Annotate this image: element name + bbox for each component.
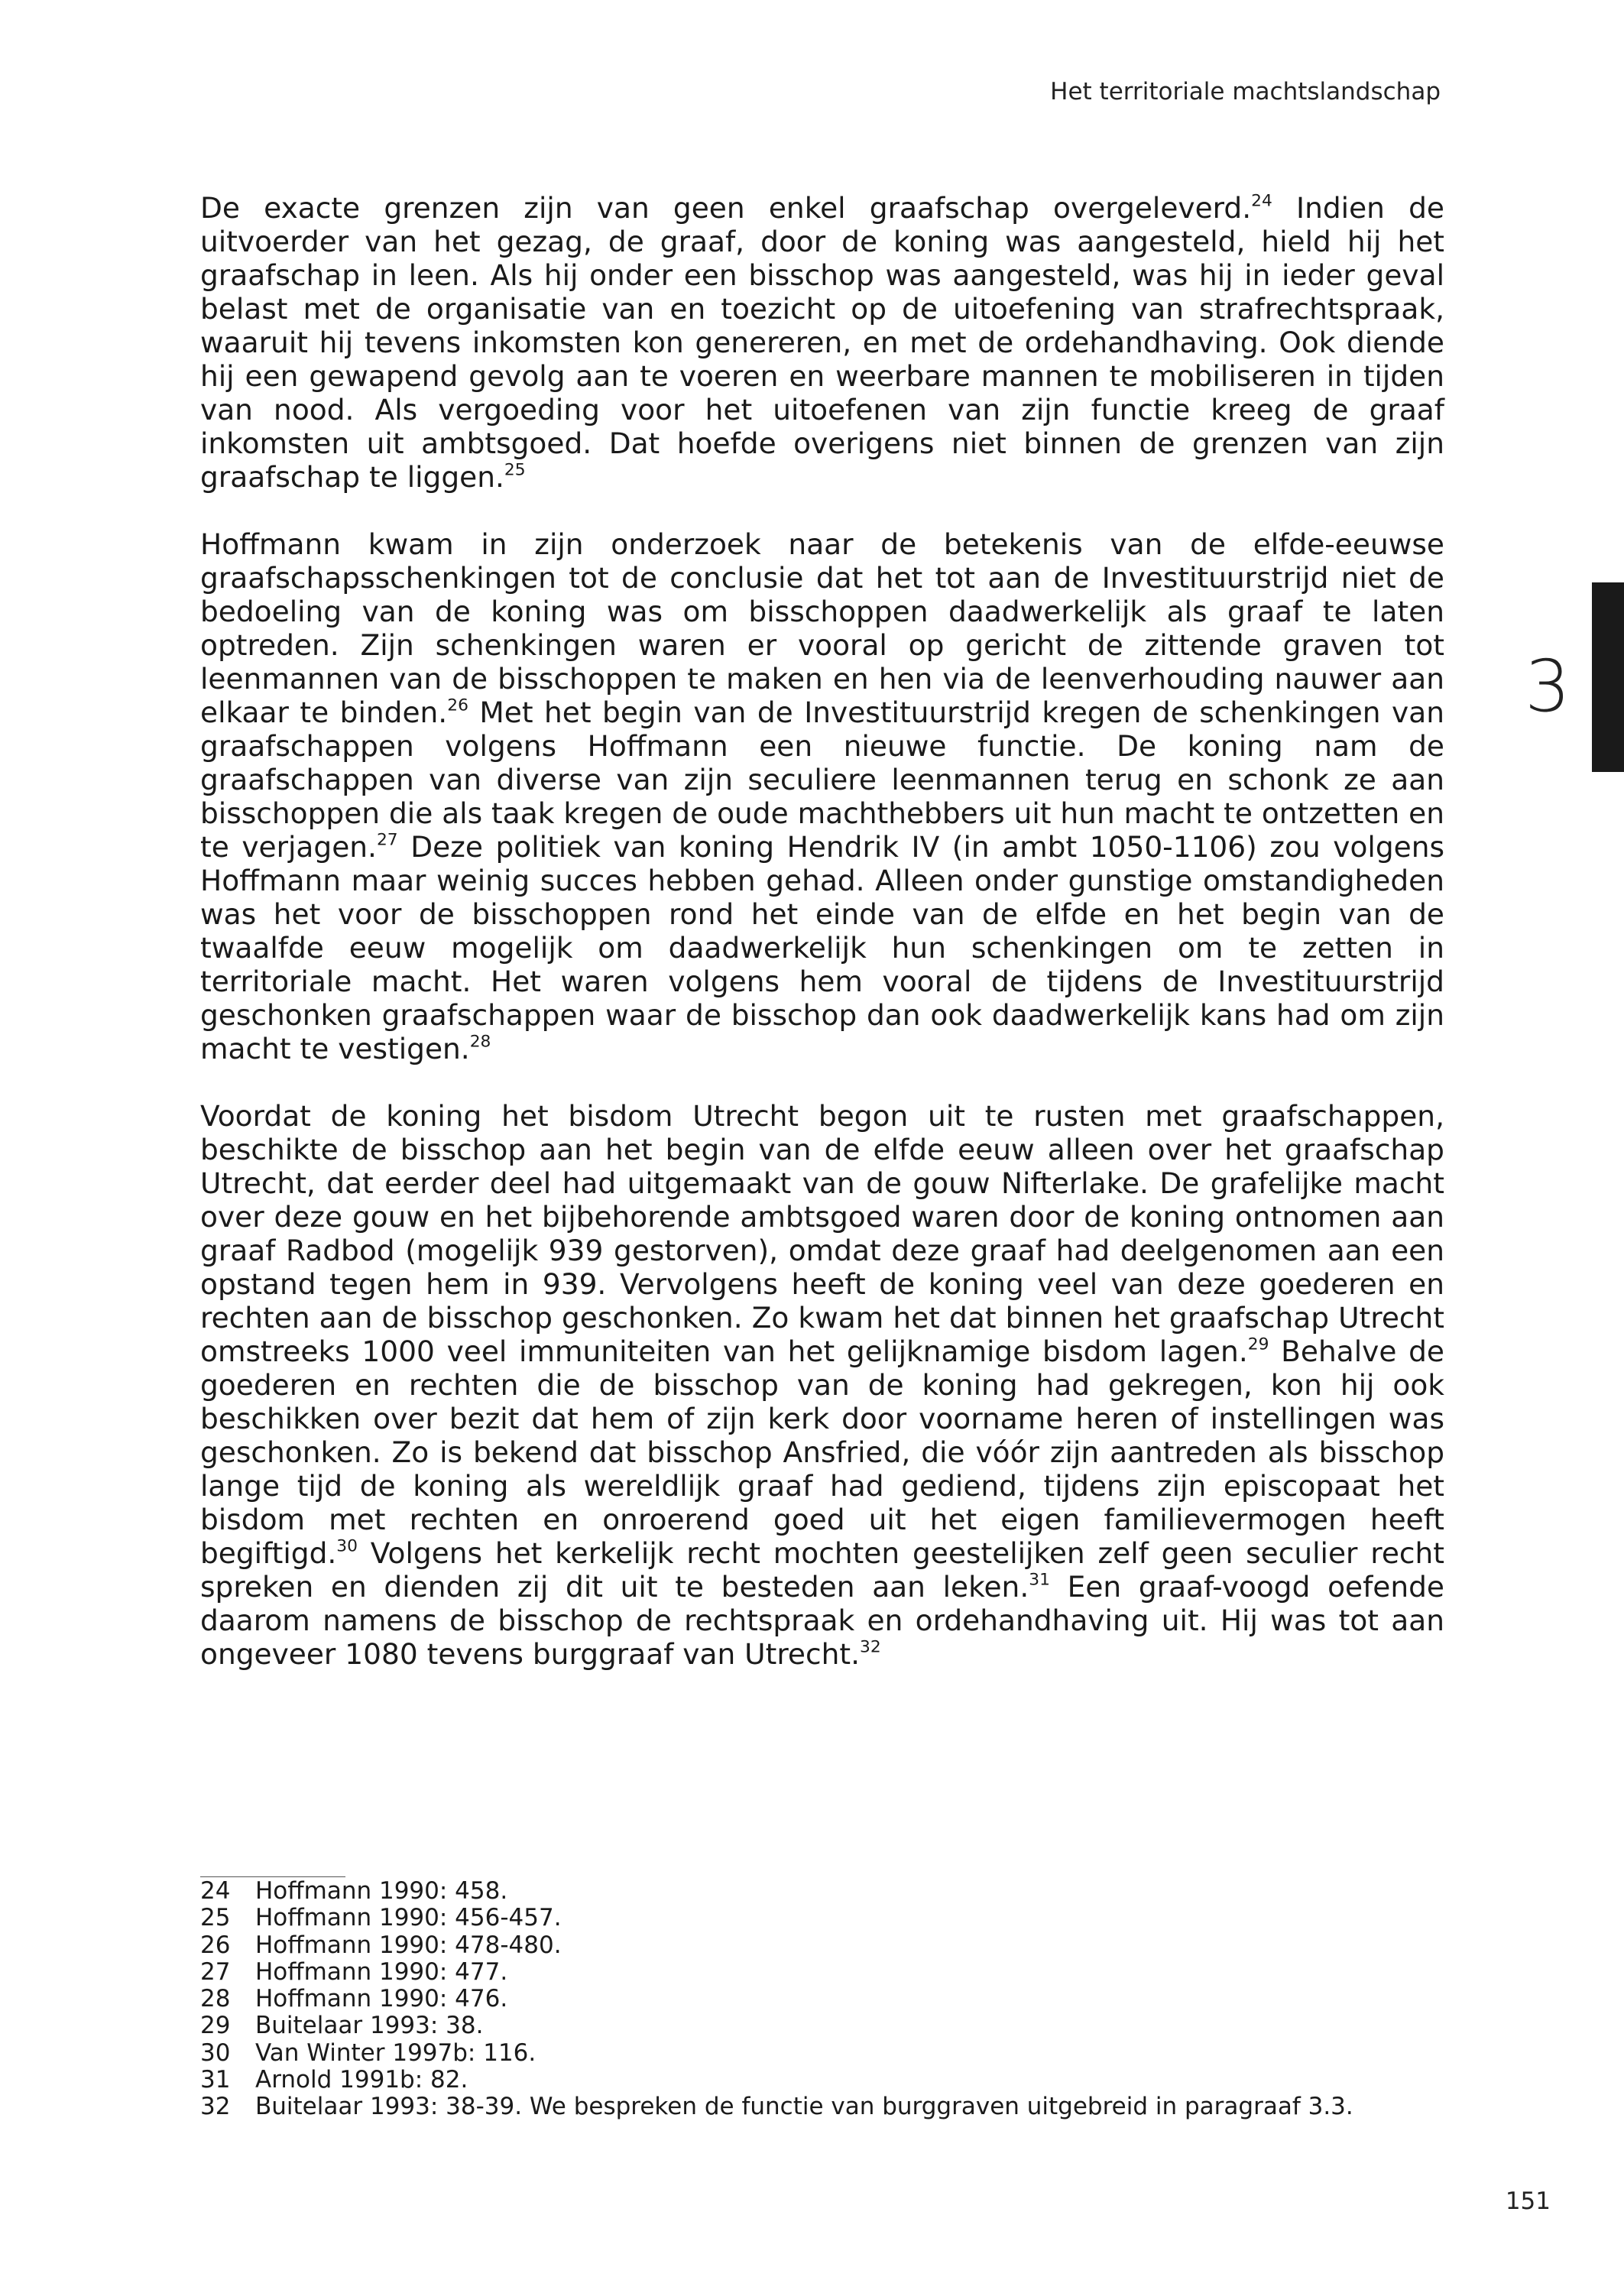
footnote <box>200 1986 1461 2012</box>
chapter-number: 3 <box>1525 645 1571 728</box>
paragraph-text: Voordat de koning het bisdom Utrecht begon uit te rusten met graafschappen, beschikte de bisschop aan het begin van de elfde eeuw alleen over het graafschap Utrecht, dat eerder deel had uitgemaakt van de gouw Nifterlake. De grafelijke macht over deze gouw en het bijbehorende ambtsgoed waren door de koning ontnomen aan graaf Radbod (mogelijk 939 gestorven), omdat deze graaf had deelgenomen aan een opstand tegen hem in 939. Vervolgens heeft de koning veel van deze goederen en rechten aan de bisschop geschonken. Zo kwam het dat binnen het graafschap Utrecht omstreeks 1000 veel immuniteiten van het gelijknamige bisdom lagen. <box>200 1099 1444 1368</box>
footnote-reference: 29 <box>1247 1335 1269 1354</box>
footnote-reference: 27 <box>376 830 398 850</box>
paragraph <box>200 191 1444 494</box>
footnote-reference: 24 <box>1251 191 1272 211</box>
footnote <box>200 1959 1461 1986</box>
footnotes-list <box>200 1878 1461 2121</box>
chapter-thumb-tab <box>1592 582 1624 772</box>
paragraph-text: Volgens het kerkelijk recht mochten geestelijken zelf geen seculier recht spreken en dienden zij dit uit te besteden aan leken. <box>200 1536 1444 1604</box>
footnote-text: Arnold 1991b: 82. <box>255 2066 468 2094</box>
footnote <box>200 2067 1461 2094</box>
paragraph <box>200 1099 1444 1671</box>
footnote-reference: 31 <box>1029 1570 1050 1590</box>
paragraph-text: Deze politiek van koning Hendrik IV (in ambt 1050-1106) zou volgens Hoffmann maar weinig succes hebben gehad. Alleen onder gunstige omstandigheden was het voor de bisschoppen rond het einde van de elfde en het begin van de twaalfde eeuw mogelijk om daadwerkelijk hun schenkingen om te zetten in territoriale macht. Het waren volgens hem vooral de tijdens de Investituurstrijd geschonken graafschappen waar de bisschop dan ook daadwerkelijk kans had om zijn macht te vestigen. <box>200 830 1444 1065</box>
footnote <box>200 2012 1461 2039</box>
page-number: 151 <box>1505 2188 1551 2215</box>
footnote-number: 32 <box>200 2093 231 2121</box>
footnote-text: Buitelaar 1993: 38. <box>255 2012 484 2040</box>
footnote-number: 29 <box>200 2012 231 2040</box>
paragraph-text: Hoffmann kwam in zijn onderzoek naar de betekenis van de elfde-eeuwse graafschapsschenkingen tot de conclusie dat het tot aan de Investituurstrijd niet de bedoeling van de koning was om bisschoppen daadwerkelijk als graaf te laten optreden. Zijn schenkingen waren er vooral op gericht de zittende graven tot leenmannen van de bisschoppen te maken en hen via de leenverhouding nauwer aan elkaar te binden. <box>200 527 1444 729</box>
footnote-text: Hoffmann 1990: 477. <box>255 1957 508 1986</box>
footnote-number: 24 <box>200 1877 231 1905</box>
footnote-reference: 25 <box>504 460 526 480</box>
footnote <box>200 2040 1461 2067</box>
paragraph-text: De exacte grenzen zijn van geen enkel graafschap overgeleverd. <box>200 191 1252 225</box>
footnote-reference: 28 <box>469 1032 491 1052</box>
paragraph-text: Een graaf-voogd oefende daarom namens de bisschop de rechtspraak en ordehandhaving uit. Hij was tot aan ongeveer 1080 tevens burggraaf van Utrecht. <box>200 1570 1445 1671</box>
paragraph <box>200 527 1444 1065</box>
body-text <box>200 191 1444 1704</box>
footnote <box>200 1905 1461 1931</box>
footnote-number: 31 <box>200 2066 231 2094</box>
footnote-reference: 26 <box>447 696 468 715</box>
footnote-number: 27 <box>200 1957 231 1986</box>
footnote <box>200 1932 1461 1959</box>
footnote-number: 25 <box>200 1904 231 1932</box>
footnote-text: Van Winter 1997b: 116. <box>255 2038 536 2067</box>
paragraph-text: Indien de uitvoerder van het gezag, de graaf, door de koning was aangesteld, hield hij het graafschap in leen. Als hij onder een bisschop was aangesteld, was hij in ieder geval belast met de organisatie van en toezicht op de uitoefening van strafrechtspraak, waaruit hij tevens inkomsten kon genereren, en met de ordehandhaving. Ook diende hij een gewapend gevolg aan te voeren en weerbare mannen te mobiliseren in tijden van nood. Als vergoeding voor het uitoefenen van zijn functie kreeg de graaf inkomsten uit ambtsgoed. Dat hoefde overigens niet binnen de grenzen van zijn graafschap te liggen. <box>200 191 1444 494</box>
footnote-text: Hoffmann 1990: 476. <box>255 1985 508 2013</box>
paragraph-text: Met het begin van de Investituurstrijd kregen de schenkingen van graafschappen volgens Hoffmann een nieuwe functie. De koning nam de graafschappen van diverse van zijn seculiere leenmannen terug en schonk ze aan bisschoppen die als taak kregen de oude machthebbers uit hun macht te ontzetten en te verjagen. <box>200 696 1445 864</box>
paragraph-text: Behalve de goederen en rechten die de bisschop van de koning had gekregen, kon hij ook beschikken over bezit dat hem of zijn kerk door voorname heren of instellingen was geschonken. Zo is bekend dat bisschop Ansfried, die vóór zijn aantreden als bisschop lange tijd de koning als wereldlijk graaf had gediend, tijdens zijn episcopaat het bisdom met rechten en onroerend goed uit het eigen familievermogen heeft begiftigd. <box>200 1335 1444 1570</box>
footnote-number: 28 <box>200 1985 231 2013</box>
footnote-text: Hoffmann 1990: 456-457. <box>255 1904 562 1932</box>
running-head: Het territoriale machtslandschap <box>1050 78 1441 105</box>
footnote-number: 26 <box>200 1931 231 1959</box>
footnote-text: Buitelaar 1993: 38-39. We bespreken de functie van burggraven uitgebreid in paragraaf 3.3. <box>255 2093 1353 2121</box>
footnote-text: Hoffmann 1990: 458. <box>255 1877 508 1905</box>
footnote-reference: 32 <box>860 1637 881 1657</box>
footnote <box>200 1878 1461 1905</box>
footnote <box>200 2094 1461 2120</box>
footnote-text: Hoffmann 1990: 478-480. <box>255 1931 562 1959</box>
footnote-reference: 30 <box>336 1536 358 1556</box>
footnote-number: 30 <box>200 2038 231 2067</box>
